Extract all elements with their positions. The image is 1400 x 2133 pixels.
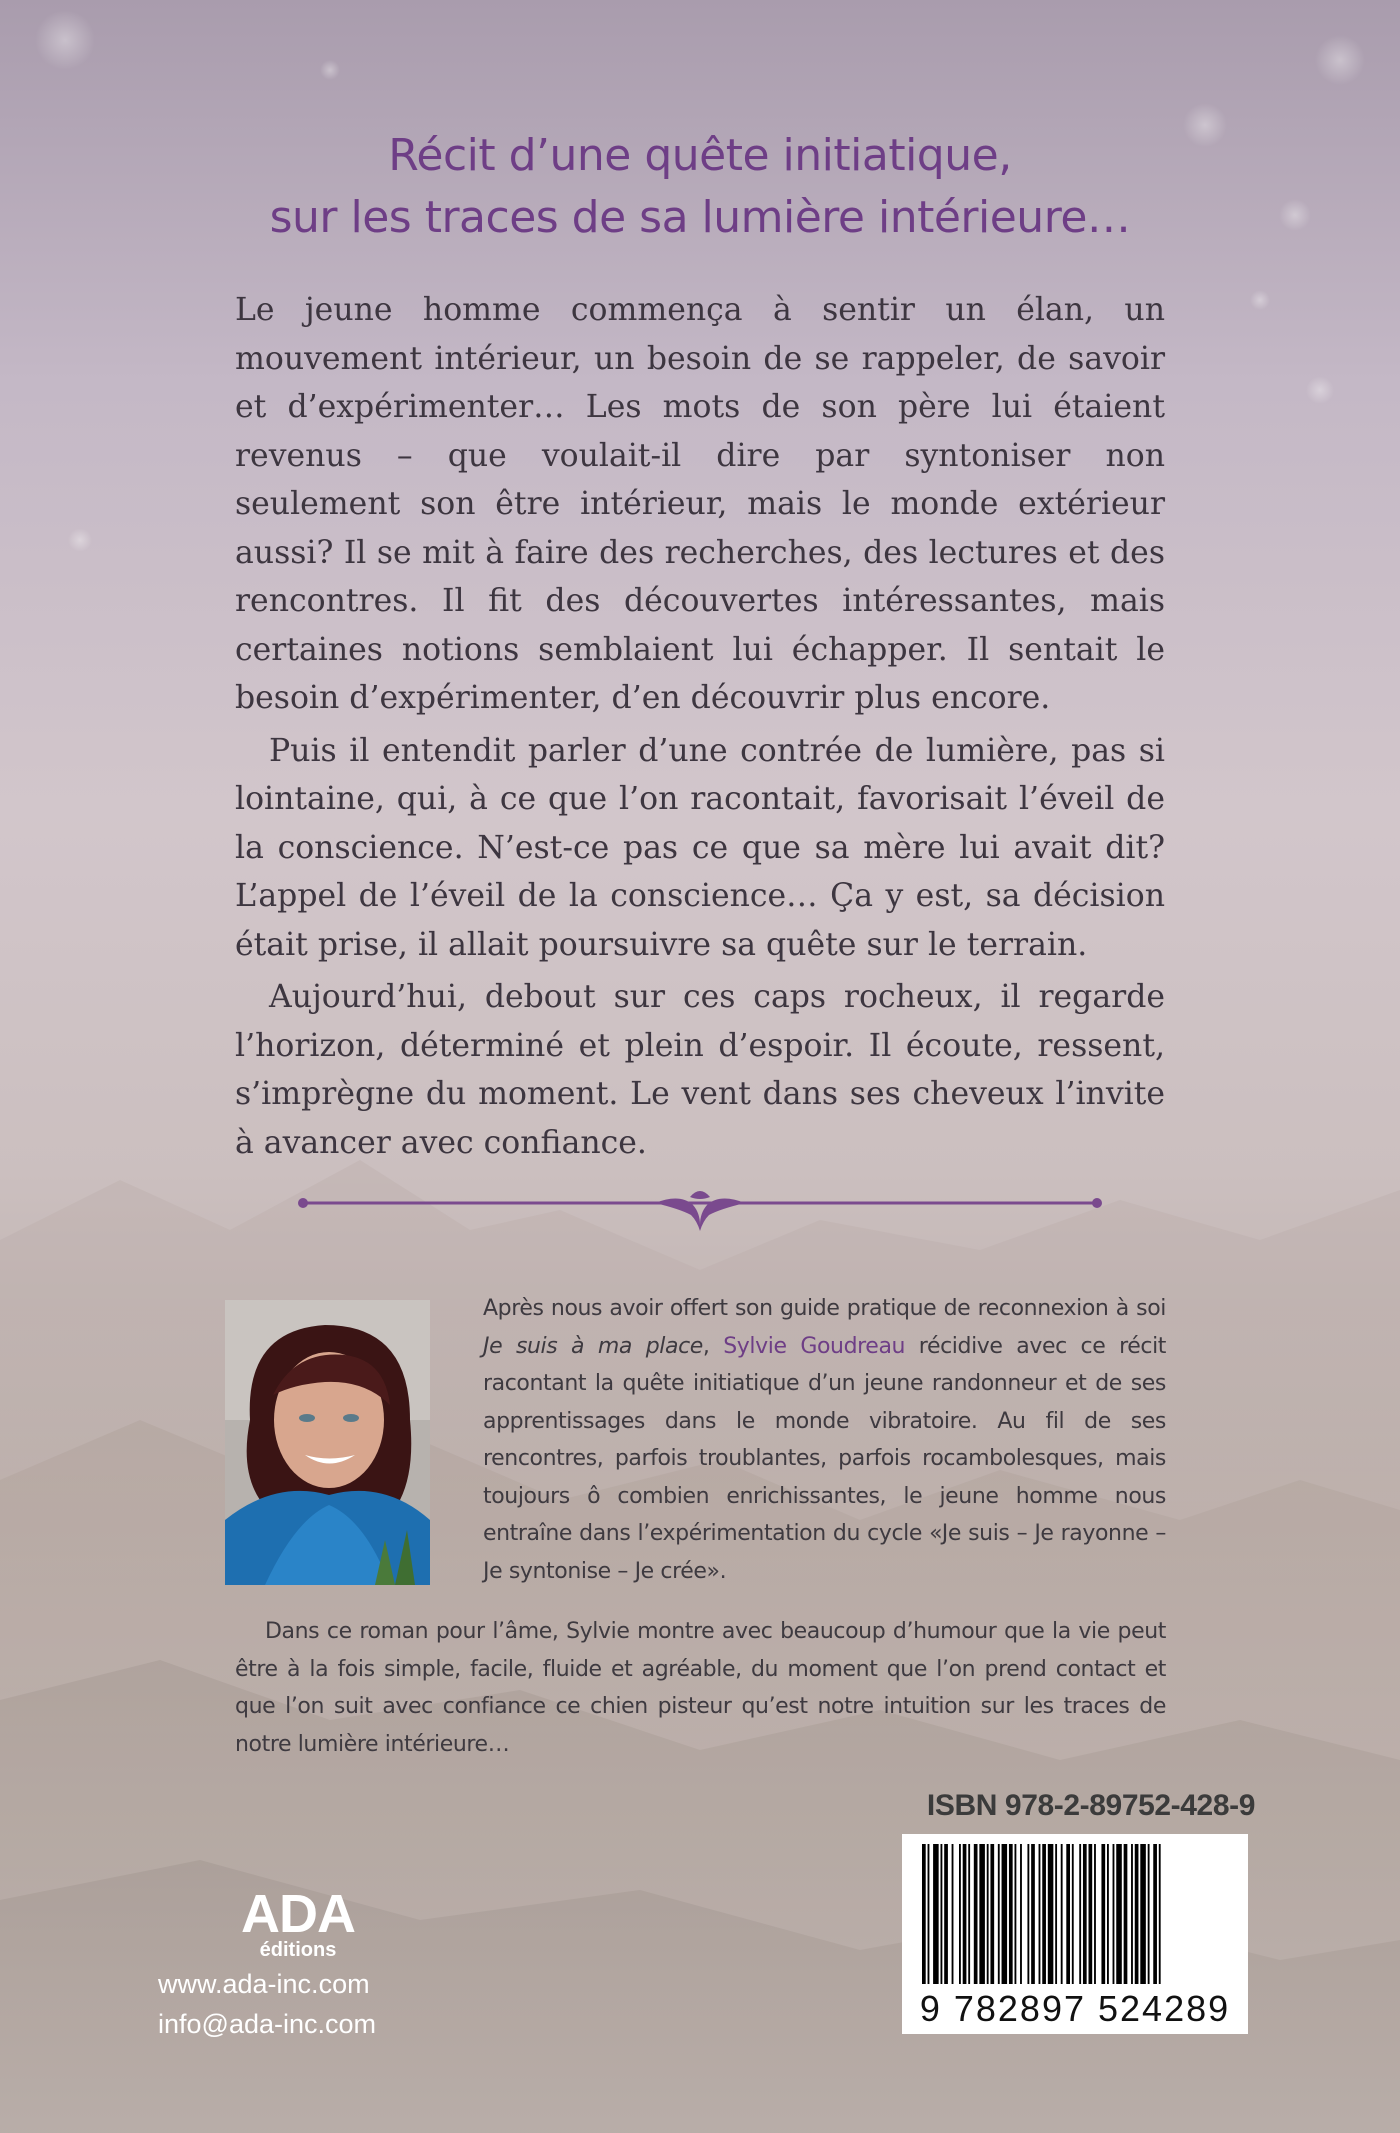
logo-subtitle: éditions	[259, 1939, 337, 1961]
barcode-bar	[1002, 1844, 1008, 1984]
publisher-website[interactable]: www.ada-inc.com	[158, 1969, 370, 1999]
author-name: Sylvie Goudreau	[723, 1333, 906, 1359]
barcode-bar	[1066, 1844, 1070, 1984]
bio-paragraph-2: Dans ce roman pour l’âme, Sylvie montre avec beaucoup d’humour que la vie peut être à la fois simple, facile, fluide et agréable, du moment que l’on prend contact et que l’on suit avec confiance ce chien pisteur qu’est notre intuition sur les traces de notre lumière intérieure…	[235, 1619, 1166, 1757]
barcode-bar	[959, 1844, 961, 1984]
bio-text-intro: Après nous avoir offert son guide pratique de reconnexion à soi	[483, 1296, 1166, 1321]
barcode-bar	[1020, 1844, 1022, 1984]
barcode-bar	[1131, 1844, 1133, 1984]
barcode-bar	[979, 1844, 985, 1984]
barcode-bar	[1009, 1844, 1013, 1984]
tagline	[0, 125, 1400, 249]
barcode-bar	[990, 1844, 994, 1984]
previous-book-title: Je suis à ma place	[483, 1333, 703, 1359]
barcode-bar	[1148, 1844, 1150, 1984]
barcode-bar	[1027, 1844, 1029, 1984]
barcode-bar	[1079, 1844, 1081, 1984]
bio-comma: ,	[702, 1333, 724, 1359]
author-bio	[483, 1290, 1166, 1590]
bio-paragraph-1	[483, 1290, 1166, 1590]
barcode-bar	[1039, 1844, 1041, 1984]
logo-text: ADA	[241, 1884, 355, 1944]
barcode-bar	[1015, 1844, 1017, 1984]
publisher-logo	[228, 1884, 368, 1962]
tagline-line-1: Récit d’une quête initiatique,	[388, 130, 1012, 181]
publisher-email[interactable]: info@ada-inc.com	[158, 2009, 377, 2039]
barcode-digits: 9 782897 524289	[919, 1988, 1231, 2029]
barcode-bar	[974, 1844, 978, 1984]
barcode-bar	[1159, 1844, 1161, 1984]
barcode-bar	[1113, 1844, 1115, 1984]
tagline-line-2: sur les traces de sa lumière intérieure…	[269, 192, 1131, 243]
barcode-bar	[1072, 1844, 1074, 1984]
story-paragraph-3: Aujourd’hui, debout sur ces caps rocheux, il regarde l’horizon, déterminé et plein d’espoir. Il écoute, ressent, s’imprègne du moment. Le vent dans ses cheveux l’invite à avancer avec confiance.	[235, 979, 1165, 1161]
isbn-label: ISBN 978-2-89752-428-9	[926, 1789, 1255, 1822]
barcode-bar	[1116, 1844, 1122, 1984]
author-bio-continued	[235, 1613, 1166, 1763]
barcode-bar	[933, 1844, 939, 1984]
barcode-bar	[1101, 1844, 1105, 1984]
barcode-bar	[998, 1844, 1000, 1984]
barcode-bar	[1135, 1844, 1139, 1984]
barcode-bar	[1055, 1844, 1057, 1984]
barcode-bar	[963, 1844, 967, 1984]
ornament-divider	[295, 1183, 1105, 1243]
barcode-bar	[928, 1844, 930, 1984]
barcode-bar	[1094, 1844, 1096, 1984]
author-photo	[225, 1300, 430, 1585]
barcode-bar	[1107, 1844, 1109, 1984]
barcode-bar	[1031, 1844, 1035, 1984]
barcode-bar	[968, 1844, 970, 1984]
barcode-bar	[941, 1844, 943, 1984]
barcode-bar	[1083, 1844, 1087, 1984]
barcode-bar	[1124, 1844, 1128, 1984]
barcode-bar	[1061, 1844, 1063, 1984]
barcode-bar	[1089, 1844, 1093, 1984]
barcode-bar	[944, 1844, 948, 1984]
story-paragraph-1: Le jeune homme commença à sentir un élan, un mouvement intérieur, un besoin de se rappeler, de savoir et d’expérimenter… Les mots de son père lui étaient revenus – que voulait-il dire par syntoniser non seulement son être intérieur, mais le monde extérieur aussi? Il se mit à faire des recherches, des lectures et des rencontres. Il fit des découvertes intéressantes, mais certaines notions semblaient lui échapper. Il sentait le besoin d’expérimenter, d’en découvrir plus encore.	[235, 292, 1165, 716]
barcode-bar	[1042, 1844, 1046, 1984]
barcode-bar	[1153, 1844, 1157, 1984]
barcode	[902, 1834, 1248, 2034]
barcode-bar	[987, 1844, 989, 1984]
barcode-bar	[952, 1844, 954, 1984]
story-excerpt	[235, 286, 1165, 1171]
barcode-bar	[1048, 1844, 1054, 1984]
barcode-bar	[922, 1844, 926, 1984]
bio-text-rest: récidive avec ce récit racontant la quête initiatique d’un jeune randonneur et de ses apprentissages dans le monde vibratoire. Au fil de ses rencontres, parfois troublantes, parfois rocambolesques, mais toujours ô combien enrichissantes, le jeune homme nous entraîne dans l’expérimentation du cycle «Je suis – Je rayonne – Je syntonise – Je crée».	[483, 1333, 1167, 1584]
publisher-contact	[158, 1964, 376, 2044]
story-paragraph-2: Puis il entendit parler d’une contrée de lumière, pas si lointaine, qui, à ce que l’on racontait, favorisait l’éveil de la conscience. N’est-ce pas ce que sa mère lui avait dit? L’appel de l’éveil de la conscience… Ça y est, sa décision était prise, il allait poursuivre sa quête sur le terrain.	[235, 732, 1165, 963]
barcode-bar	[1140, 1844, 1146, 1984]
